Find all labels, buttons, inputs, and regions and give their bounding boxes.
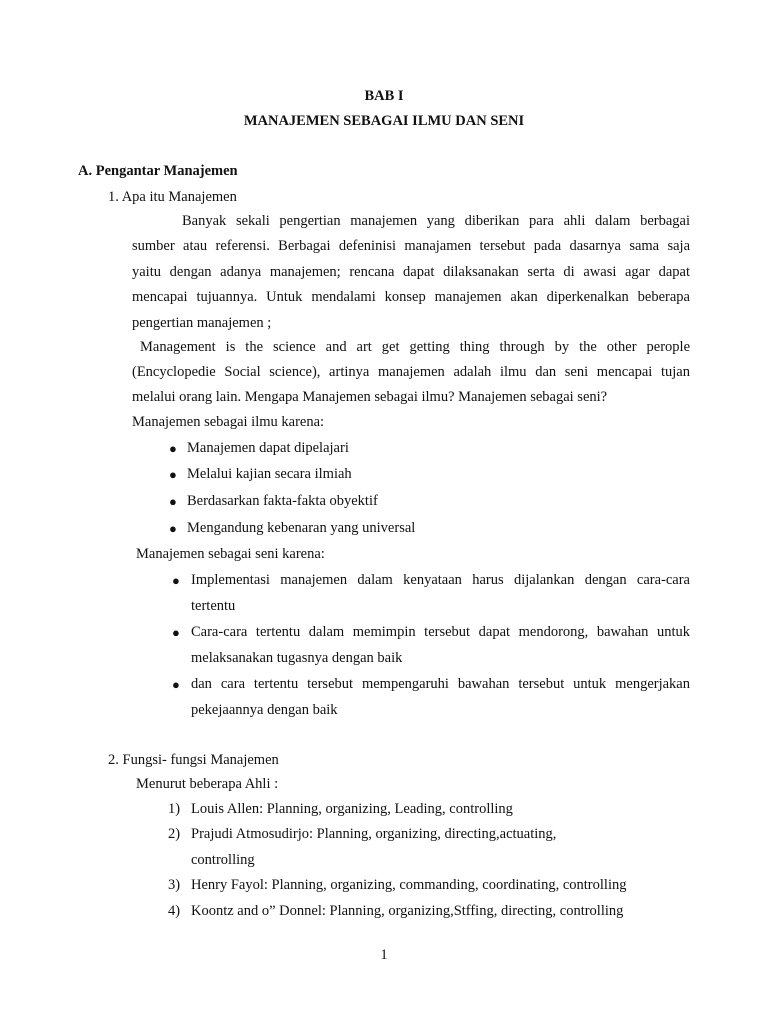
list-item-continuation: melaksanakan tugasnya dengan baik [191, 650, 403, 666]
list-item: dan cara tertentu tersebut mempengaruhi bawahan tersebut untuk mengerjakan [191, 676, 690, 692]
list-item-continuation: tertentu [191, 598, 236, 614]
bullet-icon: ● [169, 521, 177, 536]
list-item: Implementasi manajemen dalam kenyataan harus dijalankan dengan cara-cara [191, 572, 690, 588]
paragraph-line: Management is the science and art get getting thing through by the other perople [140, 339, 690, 355]
paragraph-line: yaitu dengan adanya manajemen; rencana dapat dilaksanakan serta di awasi agar dapat [132, 264, 690, 280]
paragraph-line: (Encyclopedie Social science), artinya manajemen adalah ilmu dan seni mencapai tujan [132, 364, 690, 380]
list-item: Cara-cara tertentu dalam memimpin tersebut dapat mendorong, bawahan untuk [191, 624, 690, 640]
bullet-icon: ● [169, 441, 177, 456]
paragraph-line: Banyak sekali pengertian manajemen yang diberikan para ahli dalam berbagai [182, 213, 690, 229]
experts-intro: Menurut beberapa Ahli : [136, 776, 279, 792]
paragraph-line: mencapai tujuannya. Untuk mendalami konsep manajemen akan diperkenalkan beberapa [132, 289, 690, 305]
chapter-title: MANAJEMEN SEBAGAI ILMU DAN SENI [243, 113, 525, 129]
bullet-icon: ● [169, 494, 177, 509]
bullet-icon: ● [169, 467, 177, 482]
expert-item: Louis Allen: Planning, organizing, Leading, controlling [191, 801, 513, 817]
paragraph-line: pengertian manajemen ; [132, 315, 272, 331]
list-number: 4) [168, 903, 181, 919]
list-number: 2) [168, 826, 181, 842]
list-heading-ilmu: Manajemen sebagai ilmu karena: [132, 414, 325, 430]
bullet-icon: ● [172, 573, 180, 588]
list-item-continuation: pekejaannya dengan baik [191, 702, 338, 718]
section-heading: A. Pengantar Manajemen [78, 163, 238, 179]
subsection-heading-1: 1. Apa itu Manajemen [108, 189, 237, 205]
expert-item: Koontz and o” Donnel: Planning, organizing,Stffing, directing, controlling [191, 903, 624, 919]
list-number: 1) [168, 801, 181, 817]
list-item: Melalui kajian secara ilmiah [187, 466, 352, 482]
page-number: 1 [380, 947, 388, 963]
list-item: Mengandung kebenaran yang universal [187, 520, 416, 536]
paragraph-line: melalui orang lain. Mengapa Manajemen sebagai ilmu? Manajemen sebagai seni? [132, 389, 608, 405]
list-item: Berdasarkan fakta-fakta obyektif [187, 493, 378, 509]
expert-item: Prajudi Atmosudirjo: Planning, organizing, directing,actuating, [191, 826, 557, 842]
expert-item-continuation: controlling [191, 852, 255, 868]
list-number: 3) [168, 877, 181, 893]
paragraph-line: sumber atau referensi. Berbagai defeninisi manajamen tersebut pada dasarnya sama saja [132, 238, 690, 254]
bullet-icon: ● [172, 625, 180, 640]
bullet-icon: ● [172, 677, 180, 692]
list-heading-seni: Manajemen sebagai seni karena: [136, 546, 325, 562]
chapter-label: BAB I [364, 88, 404, 104]
subsection-heading-2: 2. Fungsi- fungsi Manajemen [108, 752, 279, 768]
expert-item: Henry Fayol: Planning, organizing, commanding, coordinating, controlling [191, 877, 627, 893]
list-item: Manajemen dapat dipelajari [187, 440, 349, 456]
